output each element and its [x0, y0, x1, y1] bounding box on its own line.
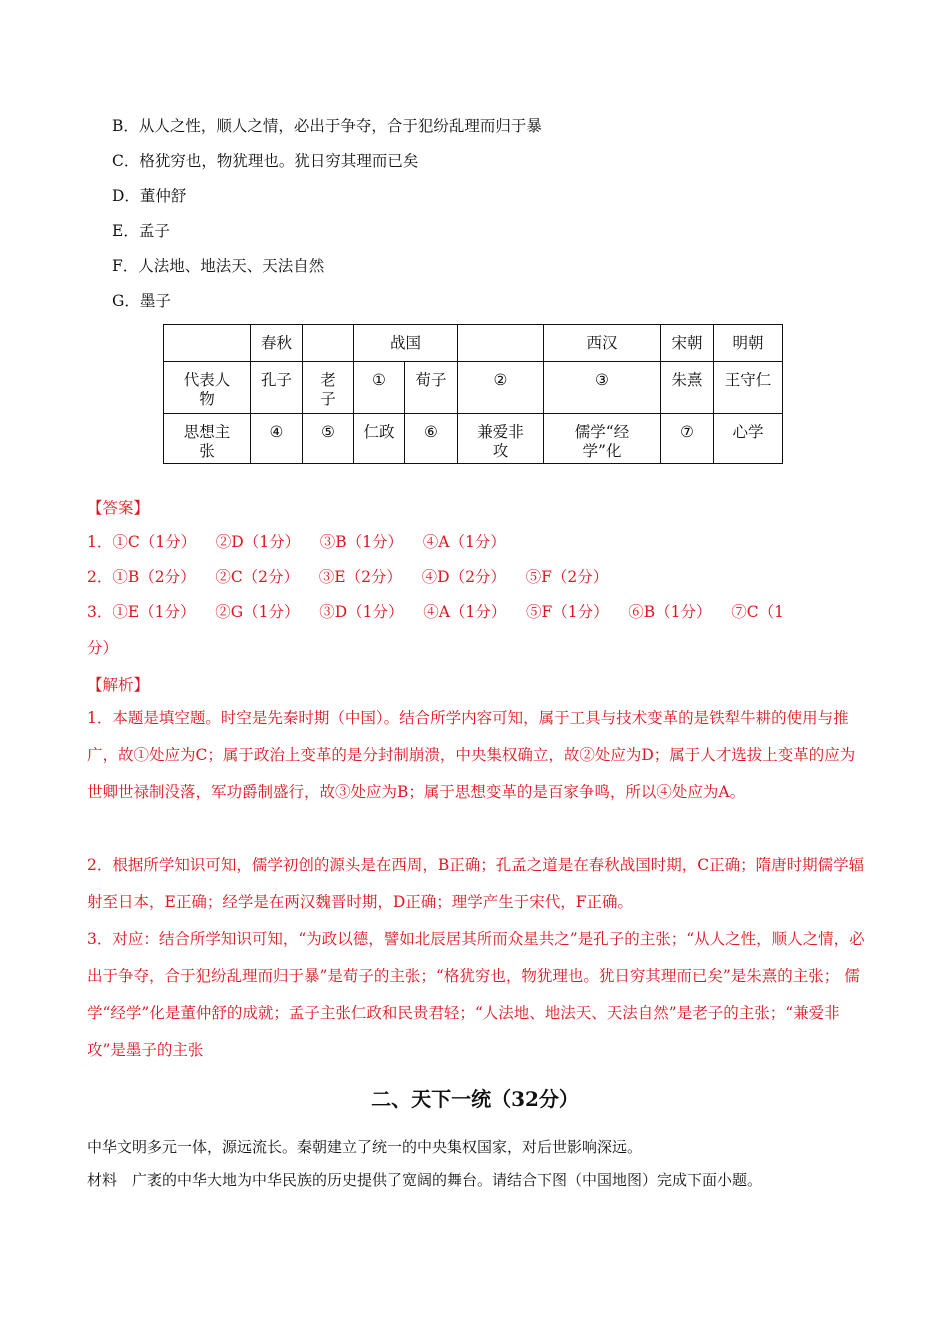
- table-cell: ④: [251, 414, 303, 464]
- option-f: F．人法地、地法天、天法自然: [112, 257, 325, 275]
- answer-line-3: 3．①E（1分） ②G（1分） ③D（1分） ④A（1分） ⑤F（1分） ⑥B（1分） ⑦C（1: [87, 603, 784, 621]
- table-cell: ①: [354, 362, 405, 414]
- table-cell: 儒学“经学”化: [544, 414, 661, 464]
- table-cell: ③: [544, 362, 661, 414]
- table-cell: 孔子: [251, 362, 303, 414]
- table-cell: 心学: [714, 414, 783, 464]
- analysis-paragraph-3: 3．对应：结合所学知识可知，“为政以德，譬如北辰居其所而众星共之”是孔子的主张；“从人之性，顺人之情，必出于争夺，合于犯纷乱理而归于暴”是荀子的主张；“格犹穷也，物犹理也。犹日穷其理而已矣”是朱熹的主张； 儒学“经学”化是董仲舒的成就；孟子主张仁政和民贵君轻；“人法地、地法天、天法自然”是老子的主张；“兼爱非攻”是墨子的主张: [87, 930, 865, 1059]
- analysis-label: 【解析】: [87, 676, 150, 694]
- philosophy-table: [163, 324, 783, 464]
- table-row: [164, 325, 783, 362]
- table-cell: 西汉: [544, 325, 661, 362]
- intro-line-1: 中华文明多元一体，源远流长。秦朝建立了统一的中央集权国家，对后世影响深远。: [87, 1138, 643, 1156]
- table-cell: ⑥: [405, 414, 458, 464]
- table-cell: 王守仁: [714, 362, 783, 414]
- table-cell: 思想主张: [164, 414, 251, 464]
- analysis-paragraph-2: 2．根据所学知识可知，儒学初创的源头是在西周，B正确；孔孟之道是在春秋战国时期，C正确；隋唐时期儒学辐射至日本，E正确；经学是在两汉魏晋时期，D正确；理学产生于宋代，F正确。: [87, 856, 865, 911]
- table-row: [164, 362, 783, 414]
- answer-line-4: 分）: [87, 639, 119, 657]
- section-title: 二、天下一统（32分）: [371, 1087, 579, 1111]
- analysis-paragraph-1: 1．本题是填空题。时空是先秦时期（中国）。结合所学内容可知，属于工具与技术变革的是铁犁牛耕的使用与推广，故①处应为C；属于政治上变革的是分封制崩溃，中央集权确立，故②处应为D；属于人才选拔上变革的应为世卿世禄制没落，军功爵制盛行，故③处应为B；属于思想变革的是百家争鸣，所以④处应为A。: [87, 709, 856, 801]
- table-cell: [303, 325, 354, 362]
- table-cell: ⑦: [661, 414, 714, 464]
- table-cell: ⑤: [303, 414, 354, 464]
- intro-line-2: 材料 广袤的中华大地为中华民族的历史提供了宽阔的舞台。请结合下图（中国地图）完成下面小题。: [87, 1171, 763, 1189]
- table-row: [164, 414, 783, 464]
- table-cell: 兼爱非攻: [458, 414, 544, 464]
- answer-line-1: 1．①C（1分） ②D（1分） ③B（1分） ④A（1分）: [87, 533, 506, 551]
- option-e: E．孟子: [112, 222, 170, 240]
- option-g: G．墨子: [112, 292, 171, 310]
- table-cell: 老子: [303, 362, 354, 414]
- option-b: B．从人之性，顺人之情，必出于争夺，合于犯纷乱理而归于暴: [112, 117, 542, 135]
- table-cell: 春秋: [251, 325, 303, 362]
- table-cell: 朱熹: [661, 362, 714, 414]
- table-cell: 战国: [354, 325, 458, 362]
- answer-label: 【答案】: [87, 499, 150, 517]
- option-c: C．格犹穷也，物犹理也。犹日穷其理而已矣: [112, 152, 419, 170]
- table-cell: 荀子: [405, 362, 458, 414]
- answer-line-2: 2．①B（2分） ②C（2分） ③E（2分） ④D（2分） ⑤F（2分）: [87, 568, 609, 586]
- table-cell: [458, 325, 544, 362]
- table-cell: 仁政: [354, 414, 405, 464]
- table-cell: 明朝: [714, 325, 783, 362]
- table-cell: 代表人物: [164, 362, 251, 414]
- option-d: D．董仲舒: [112, 187, 187, 205]
- table-cell: 宋朝: [661, 325, 714, 362]
- table-cell: [164, 325, 251, 362]
- table-cell: ②: [458, 362, 544, 414]
